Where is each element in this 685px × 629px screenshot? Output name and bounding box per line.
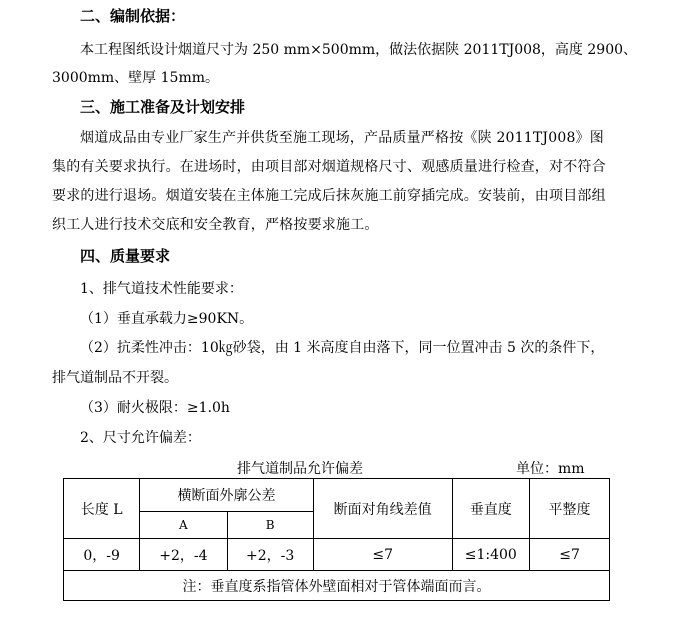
table-note: 注：垂直度系指管体外壁面相对于管体端面而言。 <box>64 571 610 601</box>
header-length: 长度 L <box>64 479 140 539</box>
cell-b: +2，-3 <box>227 539 313 571</box>
prep-paragraph-text: 烟道成品由专业厂家生产并供货至施工现场，产品质量严格按《陕 2011TJ008》图集的有关要求执行。在进场时，由项目部对烟道规格尺寸、观感质量进行检查，对不符合要求的进行退场。烟道安装在主体施工完成后抹灰施工前穿插完成。安装前，由项目部组织工人进行技术交底和安全教育，严格按要求施工。 <box>52 130 606 233</box>
section-heading-quality: 四、质量要求 <box>80 247 171 265</box>
header-b: B <box>227 512 313 539</box>
quality-item-1: 1、排气道技术性能要求： <box>80 281 243 297</box>
cell-vertical: ≤1:400 <box>452 539 530 571</box>
cell-a: +2，-4 <box>140 539 227 571</box>
header-a: A <box>140 512 227 539</box>
quality-sub-3: （3）耐火极限：≥1.0h <box>80 400 230 416</box>
table-unit: 单位：mm <box>516 461 585 477</box>
quality-sub-1: （1）垂直承载力≥90KN。 <box>80 311 254 327</box>
table-row <box>64 539 610 571</box>
section-heading-prep: 三、施工准备及计划安排 <box>80 98 246 116</box>
header-cross-section: 横断面外廓公差 <box>140 479 314 512</box>
tolerance-table <box>63 478 610 601</box>
cell-length: 0，-9 <box>64 539 140 571</box>
basis-text-line-1: 本工程图纸设计烟道尺寸为 250 mm×500mm，做法依据陕 2011TJ008，高度 2900、 <box>80 42 638 58</box>
table-title: 排气道制品允许偏差 <box>237 461 363 477</box>
header-flatness: 平整度 <box>530 479 610 539</box>
cell-diagonal: ≤7 <box>313 539 452 571</box>
quality-sub-2-line-1: （2）抗柔性冲击：10㎏砂袋，由 1 米高度自由落下，同一位置冲击 5 次的条件下， <box>80 340 605 356</box>
header-diagonal: 断面对角线差值 <box>313 479 452 539</box>
quality-item-2: 2、尺寸允许偏差： <box>80 430 201 446</box>
basis-text-line-2: 3000mm、壁厚 15mm。 <box>52 70 219 86</box>
cell-flatness: ≤7 <box>530 539 610 571</box>
quality-sub-2-line-2: 排气道制品不开裂。 <box>52 370 178 386</box>
prep-paragraph <box>52 124 612 240</box>
section-heading-basis: 二、编制依据： <box>80 7 186 25</box>
header-vertical: 垂直度 <box>452 479 530 539</box>
